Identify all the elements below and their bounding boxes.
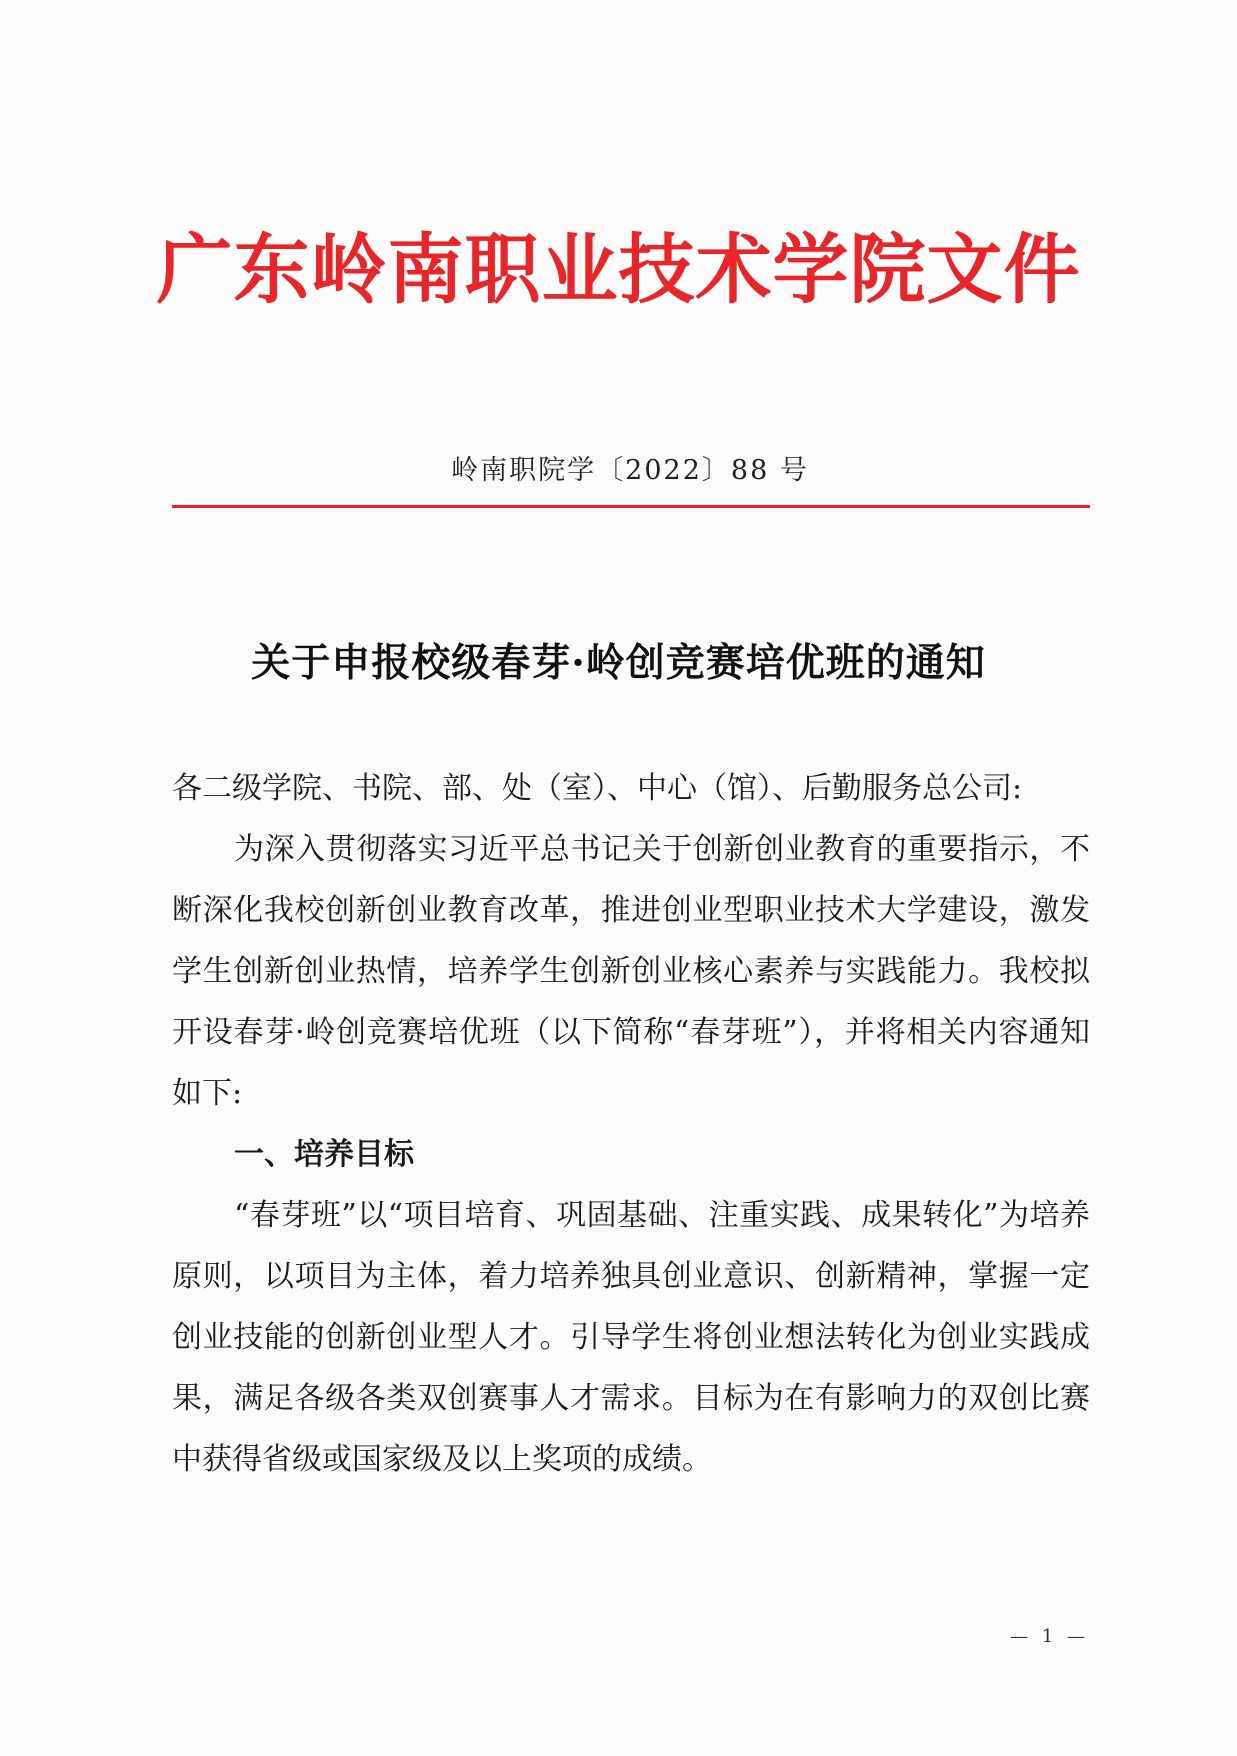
addressee: 各二级学院、书院、部、处（室）、中心（馆）、后勤服务总公司: bbox=[172, 771, 1023, 806]
page-number: — 1 — bbox=[1010, 1626, 1089, 1647]
document-body bbox=[172, 758, 1090, 1490]
document-number: 岭南职院学〔2022〕88 号 bbox=[451, 455, 809, 486]
document-masthead: 广东岭南职业技术学院文件 bbox=[156, 225, 1081, 314]
red-divider-line bbox=[172, 505, 1090, 508]
body-paragraph: “春芽班”以“项目培育、巩固基础、注重实践、成果转化”为培养原则，以项目为主体，着力培养独具创业意识、创新精神，掌握一定创业技能的创新创业型人才。引导学生将创业想法转化为创业实践成果，满足各级各类双创赛事人才需求。目标为在有影响力的双创比赛中获得省级或国家级及以上奖项的成绩。 bbox=[172, 1198, 1090, 1477]
section-heading: 一、培养目标 bbox=[234, 1137, 414, 1172]
document-title: 关于申报校级春芽·岭创竞赛培优班的通知 bbox=[251, 640, 986, 686]
body-paragraph: 为深入贯彻落实习近平总书记关于创新创业教育的重要指示，不断深化我校创新创业教育改革，推进创业型职业技术大学建设，激发学生创新创业热情，培养学生创新创业核心素养与实践能力。我校拟开设春芽·岭创竞赛培优班（以下简称“春芽班”），并将相关内容通知如下: bbox=[172, 832, 1090, 1111]
